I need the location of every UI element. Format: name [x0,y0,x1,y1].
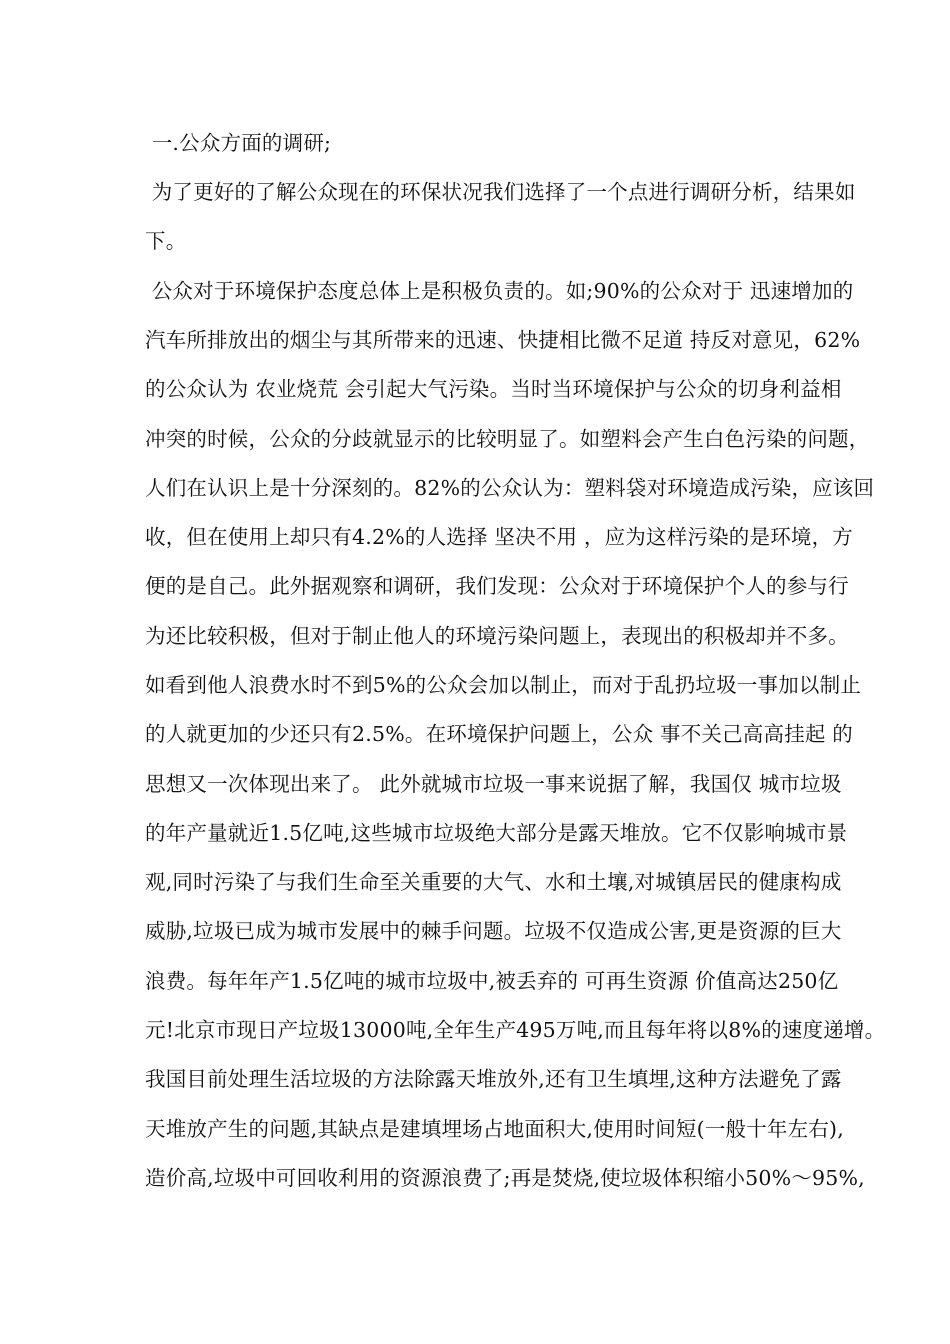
paragraph-line: 下。 [145,229,187,253]
paragraph-line: 元!北京市现日产垃圾13000吨,全年生产495万吨,而且每年将以8%的速度递增。 [145,1018,886,1042]
paragraph-line: 收，但在使用上却只有4.2%的人选择 坚决不用 ，应为这样污染的是环境，方 [145,525,854,549]
paragraph-line: 便的是自己。此外据观察和调研，我们发现：公众对于环境保护个人的参与行 [145,574,849,598]
paragraph-line: 为了更好的了解公众现在的环保状况我们选择了一个点进行调研分析，结果如 [145,180,856,204]
paragraph-line: 的公众认为 农业烧荒 会引起大气污染。当时当环境保护与公众的切身利益相 [145,377,842,401]
paragraph-line: 为还比较积极，但对于制止他人的环境污染问题上，表现出的积极却并不多。 [145,624,849,648]
paragraph-line: 观,同时污染了与我们生命至关重要的大气、水和土壤,对城镇居民的健康构成 [145,870,842,894]
paragraph-line: 的年产量就近1.5亿吨,这些城市垃圾绝大部分是露天堆放。它不仅影响城市景 [145,821,848,845]
section-heading: 一.公众方面的调研; [145,131,332,155]
paragraph-line: 浪费。每年年产1.5亿吨的城市垃圾中,被丢弃的 可再生资源 价值高达250亿 [145,969,839,993]
paragraph-line: 造价高,垃圾中可回收利用的资源浪费了;再是焚烧,使垃圾体积缩小50%～95%, [145,1166,865,1190]
paragraph-line: 如看到他人浪费水时不到5%的公众会加以制止，而对于乱扔垃圾一事加以制止 [145,673,862,697]
paragraph-line: 汽车所排放出的烟尘与其所带来的迅速、快捷相比微不足道 持反对意见，62% [145,328,861,352]
paragraph-line: 思想又一次体现出来了。 此外就城市垃圾一事来说据了解，我国仅 城市垃圾 [145,772,842,796]
paragraph-line: 我国目前处理生活垃圾的方法除露天堆放外,还有卫生填埋,这种方法避免了露 [145,1067,842,1091]
paragraph-line: 公众对于环境保护态度总体上是积极负责的。如;90%的公众对于 迅速增加的 [145,279,854,303]
paragraph-line: 人们在认识上是十分深刻的。82%的公众认为：塑料袋对环境造成污染，应该回 [145,476,875,500]
paragraph-line: 天堆放产生的问题,其缺点是建填埋场占地面积大,使用时间短(一般十年左右), [145,1117,844,1141]
paragraph-line: 的人就更加的少还只有2.5%。在环境保护问题上，公众 事不关己高高挂起 的 [145,722,854,746]
paragraph-line: 冲突的时候，公众的分歧就显示的比较明显了。如塑料会产生白色污染的问题， [145,427,870,451]
paragraph-line: 威胁,垃圾已成为城市发展中的棘手问题。垃圾不仅造成公害,更是资源的巨大 [145,919,842,943]
